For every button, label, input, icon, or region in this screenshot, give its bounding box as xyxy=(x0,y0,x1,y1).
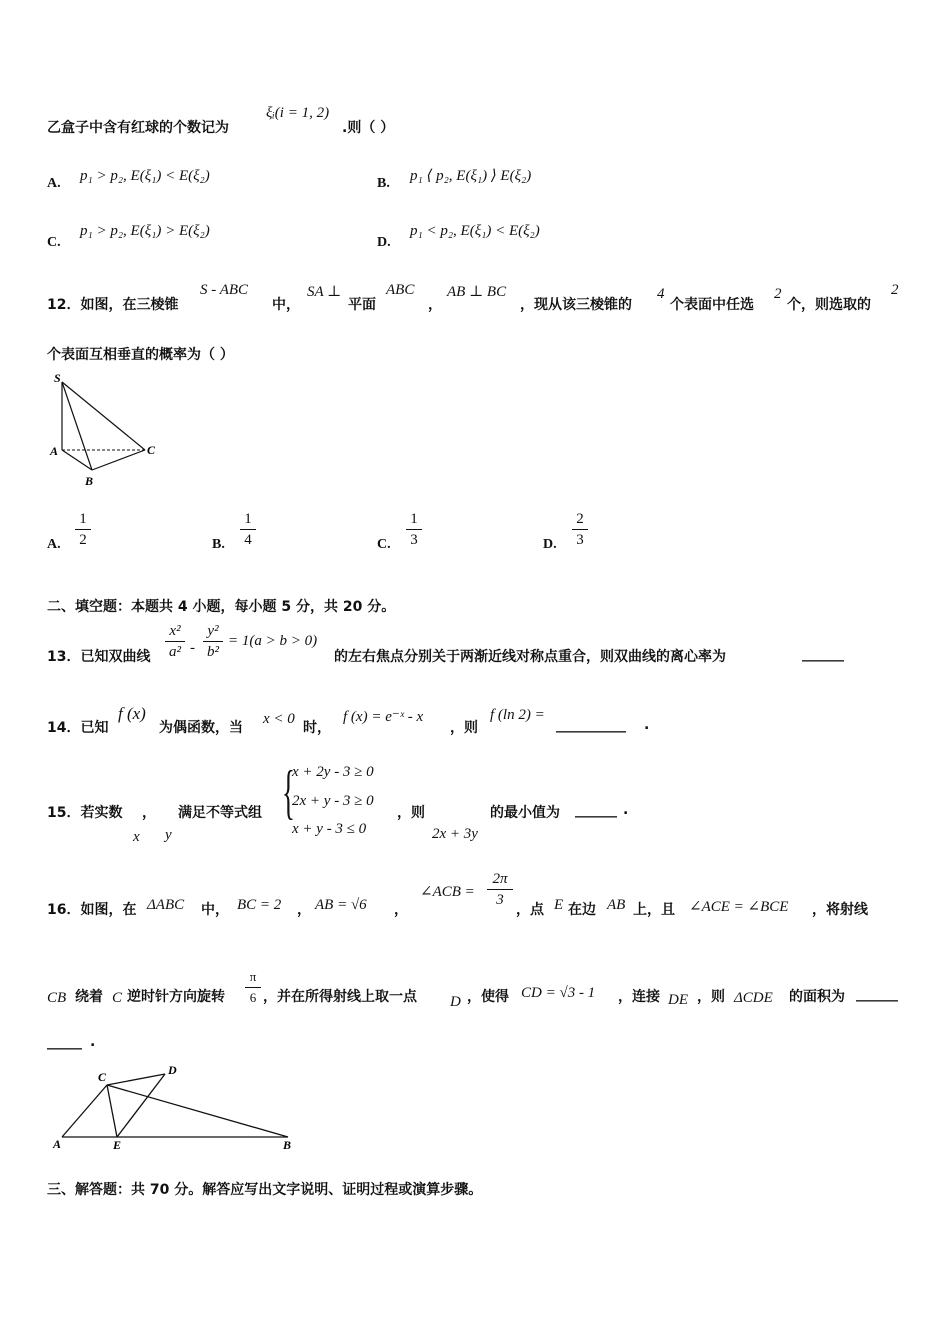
q14-math-2: x < 0 xyxy=(263,711,295,727)
q16-figure-label-e: E xyxy=(113,1138,122,1152)
q14-end: . xyxy=(644,717,650,733)
q16-math-7: ∠ACE = ∠BCE xyxy=(689,899,789,915)
q12-figure-label-s: S xyxy=(54,371,61,385)
q12-text-4: ， xyxy=(428,297,442,313)
q16-angle-fraction: 2π 3 xyxy=(487,870,513,909)
q15-text-4: 的最小值为 xyxy=(490,805,560,821)
section-3-heading: 三、解答题：共 70 分。解答应写出文字说明、证明过程或演算步骤。 xyxy=(47,1182,483,1198)
q16-math-2: BC = 2 xyxy=(237,897,282,913)
q16-l2-math-3: D xyxy=(450,994,461,1010)
q11-stem: 乙盒子中含有红球的个数记为 xyxy=(47,120,229,136)
q12-option-d-label: D. xyxy=(543,537,557,552)
q14-math-4: f (ln 2) = xyxy=(490,707,545,723)
q12-figure-label-b: B xyxy=(85,474,94,488)
q16-l2-text-5: ，连接 xyxy=(618,989,660,1005)
q12-option-a-label: A. xyxy=(47,537,61,552)
q12-option-b-fraction: 1 4 xyxy=(240,510,256,549)
q16-l2-text-6: ，则 xyxy=(697,989,725,1005)
q14-math-3: f (x) = e⁻ˣ - x xyxy=(343,709,424,725)
q15-system-brace: { xyxy=(282,759,295,825)
q16-l2-text-7: 的面积为 xyxy=(789,989,845,1005)
q16-figure-label-b: B xyxy=(283,1138,292,1152)
q16-l2-text-3: ，并在所得射线上取一点 xyxy=(263,989,417,1005)
q12-figure-label-a: A xyxy=(50,444,59,458)
q16-text-3: ， xyxy=(297,902,311,918)
q12-text-5: ，现从该三棱锥的 xyxy=(520,297,632,313)
q13-text-1: 13．已知双曲线 xyxy=(47,649,151,665)
q14-answer-blank: __________ xyxy=(556,717,626,733)
q16-l2-text-4: ，使得 xyxy=(467,989,509,1005)
q12-option-c-label: C. xyxy=(377,537,391,552)
q13-answer-blank: ______ xyxy=(802,646,844,662)
q16-math-1: ΔABC xyxy=(147,897,185,913)
q16-l2-math-4: CD = √3 - 1 xyxy=(521,985,596,1001)
q13-fraction-y: y² b² xyxy=(203,622,223,661)
q15-text-3: ，则 xyxy=(397,805,425,821)
q16-l2-math-6: ΔCDE xyxy=(734,990,773,1006)
q16-math-3: AB = √6 xyxy=(315,897,367,913)
q14-text-3: 时， xyxy=(303,720,331,736)
q12-text-3: 平面 xyxy=(348,297,376,313)
q14-text-4: ，则 xyxy=(450,720,478,736)
q11-option-b-label: B. xyxy=(377,176,390,191)
q16-figure-label-d: D xyxy=(168,1063,177,1077)
q15-expression: 2x + 3y xyxy=(432,826,478,842)
q14-text-1: 14．已知 xyxy=(47,720,109,736)
q12-text-1: 12．如图，在三棱锥 xyxy=(47,297,179,313)
q16-l2-text-2: 逆时针方向旋转 xyxy=(127,989,225,1005)
q12-math-6: 2 xyxy=(774,286,782,302)
q12-text-2: 中， xyxy=(272,297,300,313)
q13-fraction-x: x² a² xyxy=(165,622,185,661)
q12-text-7: 个，则选取的 xyxy=(787,297,871,313)
q11-option-a: p₁ > p₂, E(ξ₁) < E(ξ₂) xyxy=(80,168,210,184)
q16-l2-math-5: DE xyxy=(668,992,688,1008)
q16-text-8: ，将射线 xyxy=(812,902,868,918)
q15-var-x: x xyxy=(133,829,140,845)
q12-pyramid-figure xyxy=(45,370,170,490)
q11-option-d: p₁ < p₂, E(ξ₁) < E(ξ₂) xyxy=(410,223,540,239)
q12-option-b-label: B. xyxy=(212,537,225,552)
q16-text-5: ，点 xyxy=(516,902,544,918)
q15-inequality-2: 2x + y - 3 ≥ 0 xyxy=(292,793,374,809)
q12-option-c-fraction: 1 3 xyxy=(406,510,422,549)
q13-minus: - xyxy=(190,640,195,656)
q16-l2-math-2: C xyxy=(112,990,123,1006)
q16-l2-text-1: 绕着 xyxy=(75,989,103,1005)
q16-math-5: E xyxy=(554,897,564,913)
q16-text-7: 上，且 xyxy=(633,902,675,918)
q16-end: . xyxy=(90,1034,96,1050)
q15-inequality-1: x + 2y - 3 ≥ 0 xyxy=(292,764,374,780)
q16-text-6: 在边 xyxy=(568,902,596,918)
q13-text-2: 的左右焦点分别关于两渐近线对称点重合，则双曲线的离心率为 xyxy=(334,649,726,665)
q12-line-2: 个表面互相垂直的概率为（ ） xyxy=(47,347,234,363)
section-2-heading: 二、填空题：本题共 4 小题，每小题 5 分，共 20 分。 xyxy=(47,599,396,615)
q11-option-d-label: D. xyxy=(377,235,391,250)
q16-answer-blank-2: _____ xyxy=(47,1034,82,1050)
q16-text-2: 中， xyxy=(201,902,229,918)
q15-text-2: 满足不等式组 xyxy=(178,805,262,821)
q15-comma: ， xyxy=(142,805,156,821)
q12-math-7: 2 xyxy=(891,282,899,298)
q12-text-6: 个表面中任选 xyxy=(670,297,754,313)
q12-figure-label-c: C xyxy=(147,443,156,457)
q14-text-2: 为偶函数，当 xyxy=(159,720,243,736)
q12-option-d-fraction: 2 3 xyxy=(572,510,588,549)
q11-option-a-label: A. xyxy=(47,176,61,191)
q12-math-3: ABC xyxy=(386,282,415,298)
q11-stem-suffix: .则（ ） xyxy=(342,120,395,136)
q15-text-1: 15．若实数 xyxy=(47,805,123,821)
q16-triangle-figure xyxy=(45,1060,300,1152)
q12-option-a-fraction: 1 2 xyxy=(75,510,91,549)
q11-option-c: p₁ > p₂, E(ξ₁) > E(ξ₂) xyxy=(80,223,210,239)
q16-answer-blank-1: ______ xyxy=(856,986,898,1002)
q11-stem-math: ξᵢ(i = 1, 2) xyxy=(266,105,330,121)
q12-math-1: S - ABC xyxy=(200,282,249,298)
q11-option-c-label: C. xyxy=(47,235,61,250)
q11-option-b: p₁ ⟨ p₂, E(ξ₁) ⟩ E(ξ₂) xyxy=(410,168,532,184)
q12-math-2: SA ⊥ xyxy=(307,284,342,300)
q16-figure-label-c: C xyxy=(98,1070,107,1084)
q16-text-1: 16．如图，在 xyxy=(47,902,137,918)
q15-end: . xyxy=(623,802,629,818)
q13-math-1: = 1(a > b > 0) xyxy=(228,633,318,649)
q15-var-y: y xyxy=(165,827,172,843)
q12-math-4: AB ⊥ BC xyxy=(447,284,507,300)
q16-math-4: ∠ACB = xyxy=(420,884,475,900)
q14-math-1: f (x) xyxy=(118,704,146,723)
q16-l2-math-1: CB xyxy=(47,990,67,1006)
q16-rotation-fraction: π 6 xyxy=(245,968,261,1007)
q15-inequality-3: x + y - 3 ≤ 0 xyxy=(292,821,367,837)
q16-math-6: AB xyxy=(607,897,626,913)
q16-figure-label-a: A xyxy=(53,1137,62,1151)
q12-math-5: 4 xyxy=(657,286,665,302)
q16-text-4: ， xyxy=(394,902,408,918)
q15-answer-blank: ______ xyxy=(575,802,617,818)
